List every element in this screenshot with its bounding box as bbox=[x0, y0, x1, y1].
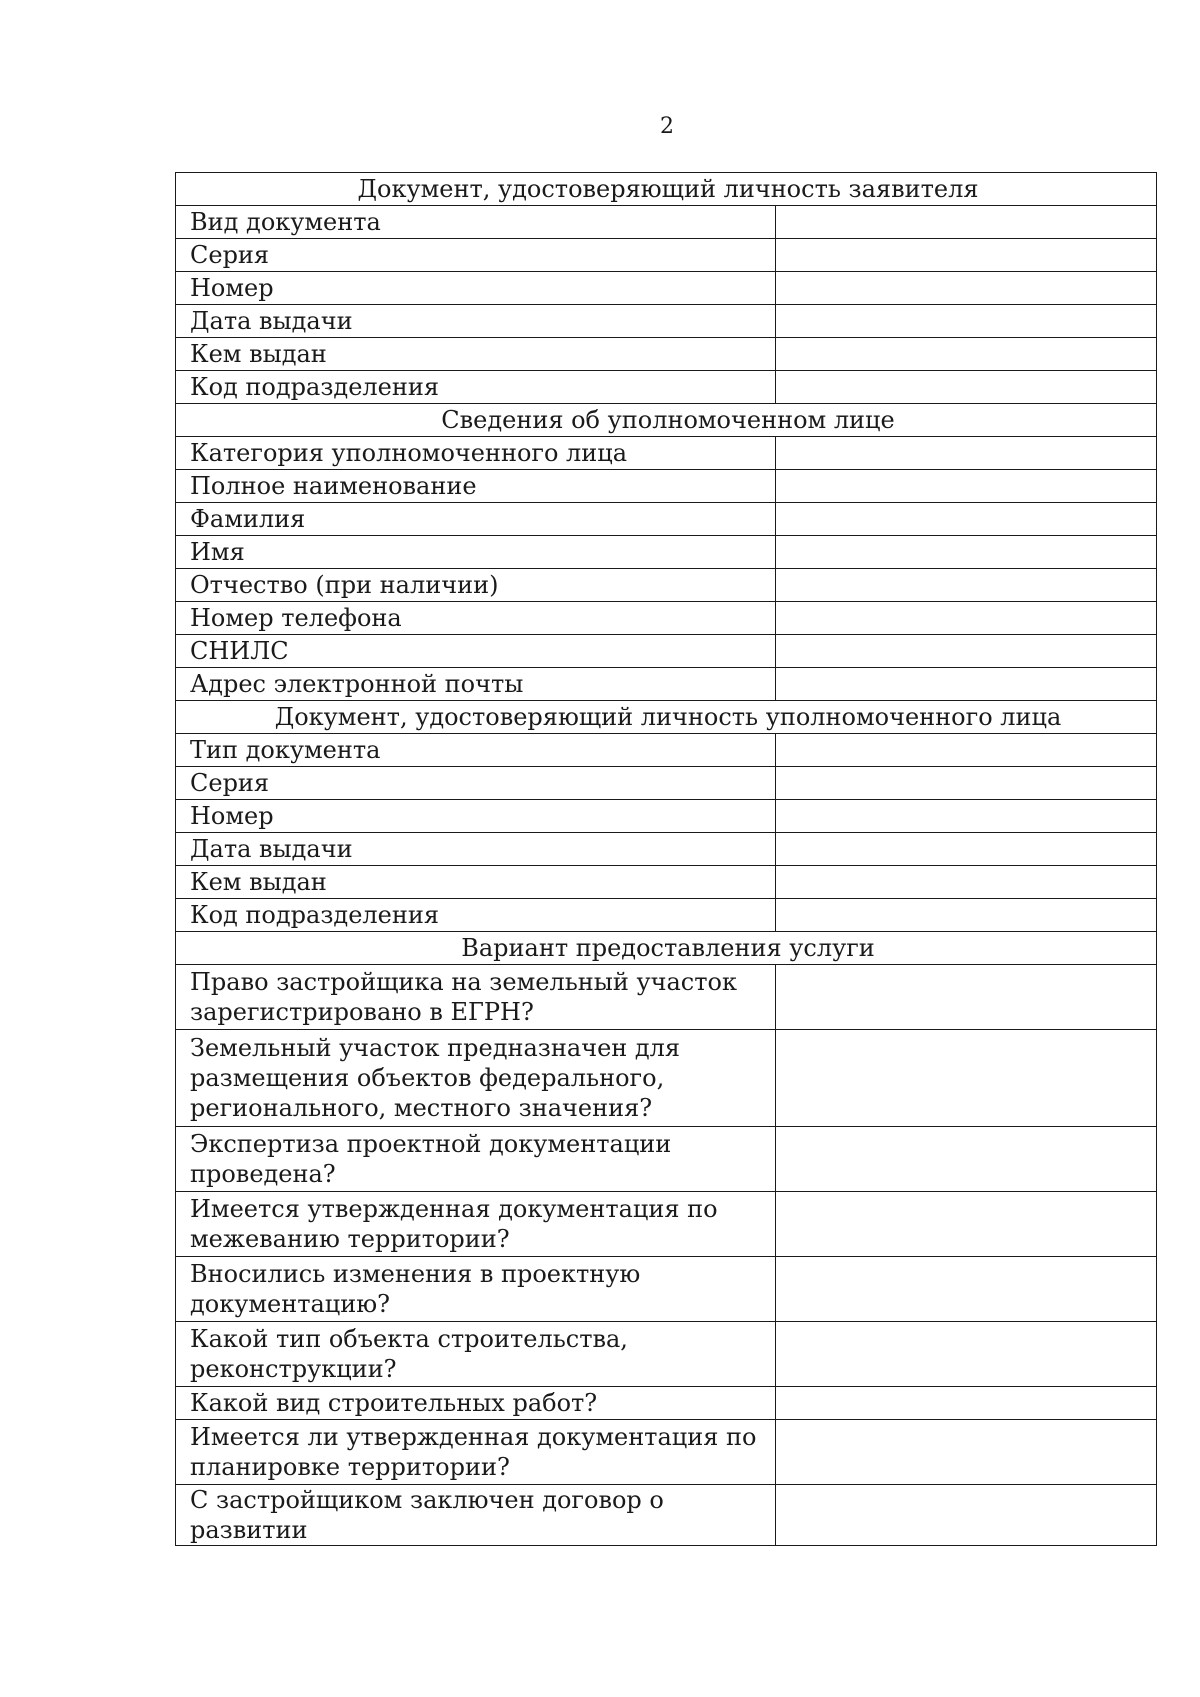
question-label bbox=[176, 1192, 776, 1257]
field-value-cell[interactable] bbox=[776, 635, 1157, 668]
form-row bbox=[176, 470, 1157, 503]
question-label bbox=[176, 1420, 776, 1485]
question-line: проведена? bbox=[190, 1160, 336, 1188]
field-label: Полное наименование bbox=[176, 470, 776, 503]
field-value-cell[interactable] bbox=[776, 866, 1157, 899]
section-header-row bbox=[176, 173, 1157, 206]
field-label: Категория уполномоченного лица bbox=[176, 437, 776, 470]
answer-cell[interactable] bbox=[776, 1322, 1157, 1387]
field-value-cell[interactable] bbox=[776, 437, 1157, 470]
question-line: Вносились изменения в проектную bbox=[190, 1260, 641, 1288]
answer-cell[interactable] bbox=[776, 1420, 1157, 1485]
question-line: регионального, местного значения? bbox=[190, 1094, 653, 1122]
section-title-applicant-document: Документ, удостоверяющий личность заявителя bbox=[176, 173, 1157, 206]
form-row bbox=[176, 866, 1157, 899]
question-line: Какой вид строительных работ? bbox=[190, 1389, 598, 1417]
form-row bbox=[176, 272, 1157, 305]
form-row bbox=[176, 371, 1157, 404]
field-value-cell[interactable] bbox=[776, 800, 1157, 833]
form-row bbox=[176, 800, 1157, 833]
field-value-cell[interactable] bbox=[776, 833, 1157, 866]
field-value-cell[interactable] bbox=[776, 338, 1157, 371]
field-label: Адрес электронной почты bbox=[176, 668, 776, 701]
field-value-cell[interactable] bbox=[776, 668, 1157, 701]
question-label bbox=[176, 1387, 776, 1420]
form-row bbox=[176, 734, 1157, 767]
form-row bbox=[176, 239, 1157, 272]
field-label: Код подразделения bbox=[176, 899, 776, 932]
field-label: Номер bbox=[176, 800, 776, 833]
form-row bbox=[176, 338, 1157, 371]
question-line: Имеется утвержденная документация по bbox=[190, 1195, 718, 1223]
form-row bbox=[176, 635, 1157, 668]
question-line: Земельный участок предназначен для bbox=[190, 1034, 681, 1062]
question-line: Имеется ли утвержденная документация по bbox=[190, 1423, 757, 1451]
section-header-row bbox=[176, 932, 1157, 965]
question-line: размещения объектов федерального, bbox=[190, 1064, 665, 1092]
question-line: реконструкции? bbox=[190, 1355, 397, 1383]
form-row bbox=[176, 602, 1157, 635]
answer-cell[interactable] bbox=[776, 1387, 1157, 1420]
field-value-cell[interactable] bbox=[776, 272, 1157, 305]
answer-cell[interactable] bbox=[776, 1257, 1157, 1322]
question-line: Право застройщика на земельный участок bbox=[190, 968, 737, 996]
form-row bbox=[176, 437, 1157, 470]
field-label: Отчество (при наличии) bbox=[176, 569, 776, 602]
field-label: Номер bbox=[176, 272, 776, 305]
section-header-row bbox=[176, 701, 1157, 734]
form-row bbox=[176, 569, 1157, 602]
field-label: Тип документа bbox=[176, 734, 776, 767]
field-label: Вид документа bbox=[176, 206, 776, 239]
field-value-cell[interactable] bbox=[776, 206, 1157, 239]
form-row bbox=[176, 536, 1157, 569]
form-row bbox=[176, 1420, 1157, 1485]
field-label: Кем выдан bbox=[176, 866, 776, 899]
question-line: Какой тип объекта строительства, bbox=[190, 1325, 628, 1353]
form-row bbox=[176, 503, 1157, 536]
section-title-authorized-person: Сведения об уполномоченном лице bbox=[176, 404, 1157, 437]
answer-cell[interactable] bbox=[776, 1485, 1157, 1546]
section-title-service-option: Вариант предоставления услуги bbox=[176, 932, 1157, 965]
question-line: зарегистрировано в ЕГРН? bbox=[190, 998, 534, 1026]
answer-cell[interactable] bbox=[776, 965, 1157, 1030]
form-row bbox=[176, 1387, 1157, 1420]
question-label bbox=[176, 1030, 776, 1127]
field-value-cell[interactable] bbox=[776, 371, 1157, 404]
question-label bbox=[176, 965, 776, 1030]
field-label: Дата выдачи bbox=[176, 833, 776, 866]
field-value-cell[interactable] bbox=[776, 569, 1157, 602]
question-label bbox=[176, 1485, 776, 1546]
field-value-cell[interactable] bbox=[776, 767, 1157, 800]
field-value-cell[interactable] bbox=[776, 305, 1157, 338]
question-line: межеванию территории? bbox=[190, 1225, 510, 1253]
form-row bbox=[176, 1257, 1157, 1322]
question-line: Экспертиза проектной документации bbox=[190, 1130, 672, 1158]
answer-cell[interactable] bbox=[776, 1127, 1157, 1192]
form-row bbox=[176, 668, 1157, 701]
field-value-cell[interactable] bbox=[776, 239, 1157, 272]
question-label bbox=[176, 1257, 776, 1322]
application-form-table bbox=[175, 172, 1157, 1546]
field-label: Серия bbox=[176, 239, 776, 272]
form-row bbox=[176, 1322, 1157, 1387]
field-value-cell[interactable] bbox=[776, 470, 1157, 503]
question-label bbox=[176, 1127, 776, 1192]
answer-cell[interactable] bbox=[776, 1192, 1157, 1257]
form-row bbox=[176, 1030, 1157, 1127]
form-row bbox=[176, 305, 1157, 338]
field-label: Серия bbox=[176, 767, 776, 800]
form-row bbox=[176, 833, 1157, 866]
form-row bbox=[176, 1192, 1157, 1257]
field-label: Код подразделения bbox=[176, 371, 776, 404]
question-line: С застройщиком заключен договор о развитии bbox=[190, 1486, 664, 1544]
question-line: документацию? bbox=[190, 1290, 390, 1318]
form-row bbox=[176, 767, 1157, 800]
field-value-cell[interactable] bbox=[776, 899, 1157, 932]
field-value-cell[interactable] bbox=[776, 734, 1157, 767]
field-label: Имя bbox=[176, 536, 776, 569]
field-value-cell[interactable] bbox=[776, 503, 1157, 536]
answer-cell[interactable] bbox=[776, 1030, 1157, 1127]
form-row bbox=[176, 899, 1157, 932]
form-row bbox=[176, 1485, 1157, 1546]
question-label bbox=[176, 1322, 776, 1387]
section-header-row bbox=[176, 404, 1157, 437]
field-label: Фамилия bbox=[176, 503, 776, 536]
form-row bbox=[176, 965, 1157, 1030]
form-row bbox=[176, 1127, 1157, 1192]
field-label: Кем выдан bbox=[176, 338, 776, 371]
page-number: 2 bbox=[660, 114, 674, 139]
field-value-cell[interactable] bbox=[776, 602, 1157, 635]
field-label: Дата выдачи bbox=[176, 305, 776, 338]
question-line: планировке территории? bbox=[190, 1453, 510, 1481]
section-title-authorized-person-document: Документ, удостоверяющий личность уполномоченного лица bbox=[176, 701, 1157, 734]
field-label: Номер телефона bbox=[176, 602, 776, 635]
form-row bbox=[176, 206, 1157, 239]
field-label: СНИЛС bbox=[176, 635, 776, 668]
field-value-cell[interactable] bbox=[776, 536, 1157, 569]
